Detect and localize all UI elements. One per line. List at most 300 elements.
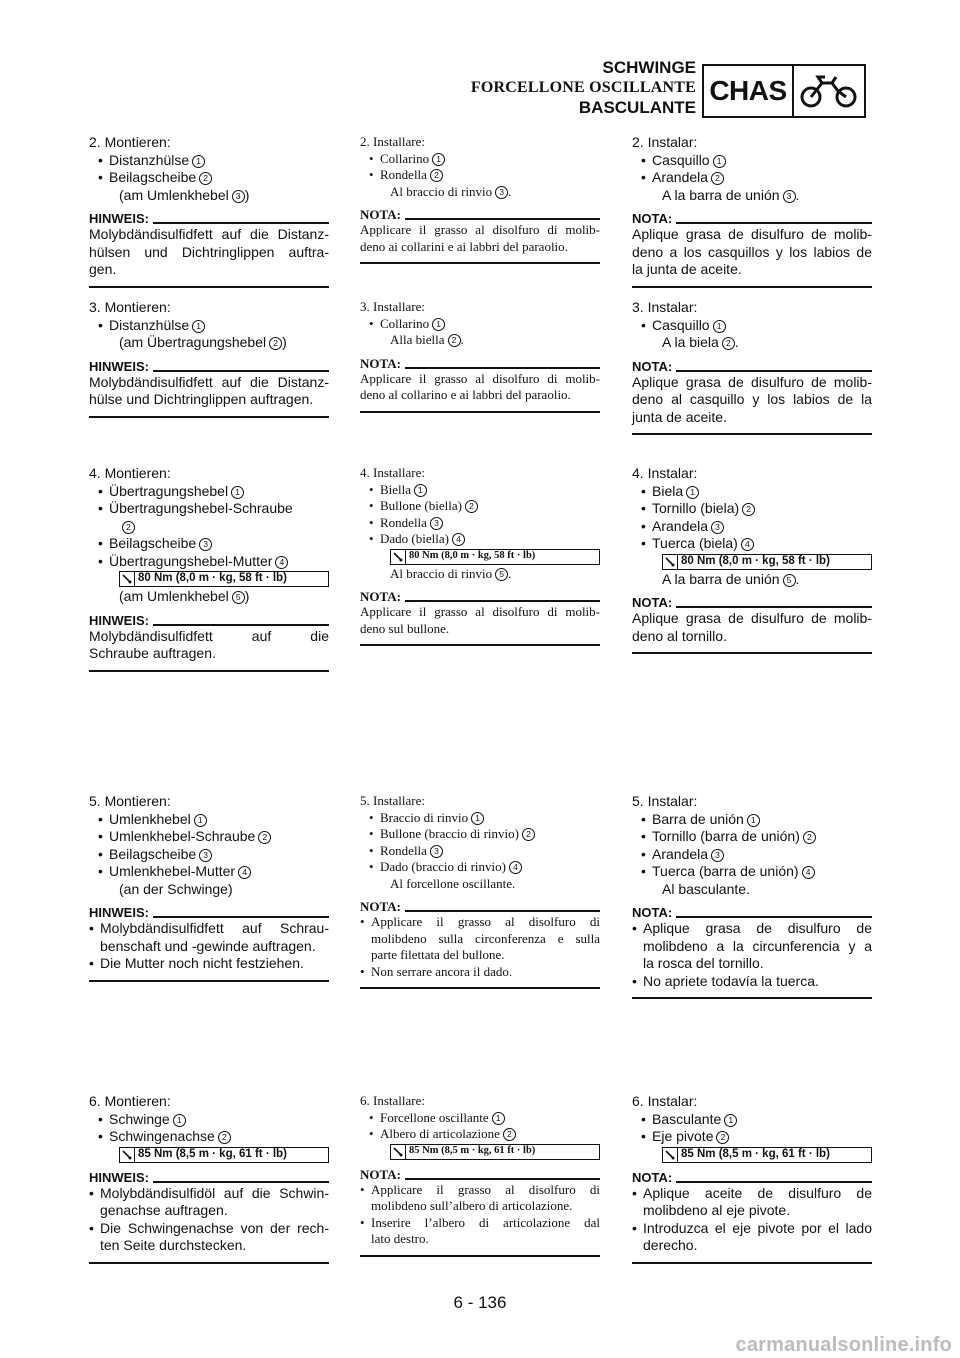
torque-wrench-icon [120,572,135,586]
step-heading: 5. Instalar: [632,793,698,809]
part-name: Tornillo (barra de unión) [652,828,800,844]
note-body [360,604,600,637]
bullet: • [89,920,94,936]
reference-number: 4 [741,538,754,551]
note-body [632,226,872,279]
note-bullet-item [360,964,600,981]
note-line: hülse und Dichtringlippen auftragen. [89,391,314,407]
reference-number: 2 [269,337,282,350]
note-rule [676,916,872,918]
step-heading: 4. Instalar: [632,465,698,481]
note-header [360,590,600,604]
note-header [632,1171,872,1185]
note-body [360,222,600,255]
note-line: Die Mutter noch nicht festziehen. [100,955,304,971]
step-block [632,793,872,999]
bullet: • [98,482,103,499]
part-name: Umlenkhebel-Mutter [109,863,236,879]
part-name: Biela [652,482,684,499]
step-heading: 4. Montieren: [89,465,171,481]
note-line: Aplique grasa de disulfuro de molib- [632,226,872,242]
torque-wrench-icon [391,550,406,564]
part-name: Tuerca (biela) [652,535,738,551]
bullet: • [98,810,103,827]
note-header [632,596,872,610]
reference-number: 1 [492,1112,505,1125]
punctuation: ) [244,186,250,203]
note-rule [153,370,329,372]
part-name: Beilagscheibe [109,169,197,185]
note-end-rule [360,411,600,413]
note-header [89,1171,329,1185]
note-line: deno al tornillo. [632,627,727,644]
note-end-rule [89,1262,329,1264]
bullet: • [369,498,374,513]
bullet: • [360,963,365,979]
note-line: molibdeno a la circunferencia y a [643,937,872,954]
step-heading: 6. Installare: [360,1093,425,1108]
note-line: deno ai collarini e ai labbri del paraolio. [360,238,568,254]
note-end-rule [360,262,600,264]
reference-number: 2 [465,500,478,513]
bullet: • [632,1219,637,1236]
torque-spec [390,1144,600,1160]
install-location [632,571,872,589]
bullet: • [641,1110,646,1127]
punctuation: . [734,334,739,350]
reference-number: 1 [713,320,726,333]
part-list-item [89,169,329,187]
part-name: Schwinge [109,1110,170,1127]
reference-number: 2 [742,503,755,516]
location-text: A la barra de unión [662,570,780,587]
part-list-item [632,828,872,846]
step-heading: 3. Montieren: [89,299,171,315]
note-body [360,914,600,980]
part-list-item [632,518,872,536]
reference-number: 4 [238,866,251,879]
note-line: gen. [89,261,117,277]
note-body [632,610,872,645]
note-bullet-item [89,1220,329,1255]
note-end-rule [89,416,329,418]
step-heading: 3. Instalar: [632,299,698,315]
note-line: la rosca del tornillo. [643,955,764,971]
title-de: SCHWINGE [602,58,696,77]
location-text: (am Umlenkhebel [119,186,229,203]
note-rule [153,624,329,626]
reference-number: 2 [722,337,735,350]
punctuation: . [460,332,464,347]
install-location [360,566,600,583]
part-name: Rondella [380,514,427,530]
note-header [360,900,600,914]
note-line: deno sul bullone. [360,620,450,636]
bullet: • [89,1184,94,1201]
part-list-item [89,152,329,170]
punctuation: ) [282,334,287,350]
part-name: Tornillo (biela) [652,500,740,516]
bullet: • [369,315,374,331]
step-heading: 6. Instalar: [632,1093,698,1109]
note-header [360,1168,600,1182]
part-name: Übertragungshebel-Mutter [109,552,273,569]
bullet: • [641,810,646,827]
reference-number: 2 [199,172,212,185]
torque-value: 80 Nm (8,0 m · kg, 58 ft · lb) [681,554,830,567]
note-line: parte filettata del bullone. [371,947,505,962]
note-line: Aplique grasa de disulfuro de molib- [632,373,872,390]
note-label: NOTA: [632,211,673,226]
part-list-item [632,1111,872,1129]
install-location [632,881,872,899]
bullet: • [632,920,637,936]
part-name: Umlenkhebel-Schraube [109,828,256,844]
note-rule [405,1178,600,1180]
part-name: Albero di articolazione [380,1126,500,1141]
note-rule [676,606,872,608]
note-line: Inserire l’albero di articolazione dal [371,1214,600,1230]
note-rule [405,367,600,369]
reference-number: 1 [192,320,205,333]
reference-number: 2 [218,1131,231,1144]
note-line: Applicare il grasso al disolfuro di molib- [360,604,600,619]
step-block [360,299,600,413]
note-bullet-item [632,920,872,973]
part-name: Arandela [652,169,709,185]
note-header [89,360,329,374]
note-rule [405,910,600,912]
bullet: • [98,828,103,844]
torque-value: 80 Nm (8,0 m · kg, 58 ft · lb) [409,550,536,562]
title-es: BASCULANTE [578,98,696,117]
note-rule [153,1181,329,1183]
reference-number: 1 [173,1114,186,1127]
part-name: Schwingenachse [109,1128,215,1144]
bullet: • [98,169,103,185]
note-line: deno al collarino e ai labbri del paraolio. [360,387,571,402]
note-bullet-item [632,1220,872,1255]
note-line: genachse auftragen. [100,1202,228,1218]
bullet: • [89,955,94,971]
part-list-item [632,863,872,881]
note-line: Molybdändisulfidfett auf die Distanz- [89,373,329,390]
install-location [360,876,600,893]
install-location [632,187,872,205]
note-line: Molybdändisulfidfett auf die [89,627,329,644]
torque-spec [119,1147,329,1163]
part-name: Rondella [380,167,427,182]
bullet: • [98,535,103,551]
reference-number: 3 [199,538,212,551]
bullet: • [98,316,103,333]
motorcycle-icon [794,66,864,116]
punctuation: . [795,570,800,587]
reference-number: 3 [711,521,724,534]
note-end-rule [632,1262,872,1264]
note-label: HINWEIS: [89,1169,149,1185]
note-rule [153,916,329,918]
note-label: NOTA: [360,1166,401,1182]
reference-number: 3 [495,186,508,199]
step-heading: 4. Installare: [360,465,425,480]
note-rule [405,600,600,602]
part-name: Übertragungshebel-Schraube [109,500,293,516]
title-it: FORCELLONE OSCILLANTE [470,79,696,96]
step-block [632,465,872,654]
reference-number: 5 [232,591,245,604]
reference-number: 1 [713,155,726,168]
reference-number: 2 [803,831,816,844]
reference-number: 1 [432,153,445,166]
part-list-item [360,167,600,184]
note-line: Molybdändisulfidöl auf die Schwin- [100,1184,329,1201]
part-name: Biella [380,481,412,497]
step-heading: 2. Montieren: [89,134,171,150]
bullet: • [369,826,374,841]
part-list-item [632,483,872,501]
note-label: HINWEIS: [89,612,149,628]
note-body [89,1185,329,1255]
location-text: A la barra de unión [662,186,780,203]
part-name: Forcellone oscillante [380,1109,489,1125]
part-name: Casquillo [652,316,710,333]
note-bullet-item [89,920,329,955]
bullet: • [98,151,103,168]
reference-number: 2 [503,1128,516,1141]
step-block [360,134,600,264]
note-body [89,628,329,663]
reference-number: 1 [686,486,699,499]
part-list-item [360,1126,600,1143]
install-location [360,332,600,349]
note-header [89,906,329,920]
bullet: • [641,535,646,551]
part-list-item [632,500,872,518]
note-header [360,208,600,222]
torque-value: 80 Nm (8,0 m · kg, 58 ft · lb) [138,572,287,585]
bullet: • [360,914,365,929]
part-list-item [89,500,329,518]
reference-number: 5 [783,574,796,587]
part-list-item [360,515,600,532]
note-label: HINWEIS: [89,211,149,226]
note-label: NOTA: [632,905,673,920]
torque-spec [119,571,329,587]
note-bullet-item [360,914,600,964]
reference-number: 5 [495,568,508,581]
note-line: Aplique grasa de disulfuro de [643,920,872,936]
note-label: HINWEIS: [89,358,149,374]
bullet: • [641,828,646,844]
location-text: A la biela [662,334,719,350]
section-label: CHAS [704,66,794,116]
note-rule [676,222,872,224]
note-line: molibdeno sulla circonferenza e sulla [371,930,600,946]
note-header [360,357,600,371]
note-line: deno a los casquillos y los labios de [632,243,872,260]
part-name: Bullone (braccio di rinvio) [380,826,519,841]
note-bullet-item [360,1215,600,1248]
part-name: Casquillo [652,151,710,168]
location-text: Al forcellone oscillante. [390,875,516,891]
note-label: NOTA: [360,589,401,604]
part-list-item [632,811,872,829]
note-header [632,906,872,920]
reference-number: 2 [522,828,535,841]
note-body [89,226,329,279]
note-header [89,212,329,226]
bullet: • [641,517,646,534]
bullet: • [369,1126,374,1141]
part-list-item [360,810,600,827]
part-name: Arandela [652,845,709,862]
note-line: Aplique aceite de disulfuro de [643,1184,872,1201]
reference-number: 4 [802,866,815,879]
part-list-item [89,828,329,846]
location-text: Al basculante. [662,880,750,897]
step-heading: 3. Installare: [360,299,425,314]
reference-number: 2 [448,334,461,347]
page-number: 6 - 136 [453,1293,507,1312]
bullet: • [369,531,374,546]
note-label: NOTA: [360,355,401,371]
note-line: derecho. [643,1237,698,1253]
part-list-item [89,863,329,881]
note-line: Schraube auftragen. [89,645,216,661]
torque-wrench-icon [663,555,678,569]
torque-value: 85 Nm (8,5 m · kg, 61 ft · lb) [138,1147,287,1160]
note-label: NOTA: [632,358,673,374]
location-text: (an der Schwinge) [119,880,233,897]
torque-spec [390,549,600,565]
note-header [632,212,872,226]
bullet: • [641,500,646,516]
note-end-rule [89,980,329,982]
reference-number: 1 [194,814,207,827]
note-line: lato destro. [371,1231,429,1246]
reference-number: 1 [192,155,205,168]
bullet: • [360,1181,365,1197]
note-header [632,360,872,374]
step-block [89,1093,329,1264]
bullet: • [641,316,646,333]
bullet: • [641,863,646,879]
torque-value: 85 Nm (8,5 m · kg, 61 ft · lb) [409,1145,536,1157]
install-location [632,334,872,352]
bullet: • [98,845,103,862]
note-line: Applicare il grasso al disolfuro di [371,1181,600,1197]
reference-number: 3 [232,190,245,203]
part-name: Übertragungshebel [109,482,229,499]
part-name: Collarino [380,315,430,331]
bullet: • [98,500,103,516]
note-line: benschaft und -gewinde auftragen. [100,937,316,954]
part-list-item [360,498,600,515]
note-line: deno al casquillo y los labios de la [632,391,872,407]
note-bullet-item [89,955,329,973]
reference-number: 1 [432,318,445,331]
part-name: Beilagscheibe [109,845,197,862]
reference-number: 2 [258,831,271,844]
step-block [89,465,329,672]
bullet: • [369,150,374,166]
note-line: molibdeno al eje pivote. [643,1202,791,1218]
note-end-rule [632,652,872,654]
punctuation: . [795,186,800,203]
step-block [89,299,329,418]
part-list-item [89,1128,329,1146]
bullet: • [98,1110,103,1127]
step-block [360,793,600,989]
part-name: Braccio di rinvio [380,809,469,825]
punctuation: ) [244,588,250,604]
note-line: Aplique grasa de disulfuro de molib- [632,610,872,626]
part-list-item [360,843,600,860]
note-body [632,374,872,427]
reference-number: 2 [716,1131,729,1144]
step-heading: 2. Installare: [360,134,425,149]
part-name: Arandela [652,517,709,534]
note-line: Introduzca el eje pivote por el lado [643,1219,872,1236]
note-rule [676,370,872,372]
part-list-item [632,317,872,335]
part-list-item [632,846,872,864]
part-list-item [89,553,329,571]
part-list-item [360,1110,600,1127]
step-block [360,465,600,646]
note-line: Non serrare ancora il dado. [371,963,513,979]
note-line: junta de aceite. [632,408,727,425]
note-line: Molybdändisulfidfett auf die Distanz- [89,226,329,242]
watermark: carmanualsonline.info [735,1334,952,1356]
torque-spec [662,554,872,570]
note-label: NOTA: [632,1169,673,1185]
part-list-item [89,535,329,553]
bullet: • [369,1109,374,1125]
reference-number: 2 [430,169,443,182]
reference-number: 1 [231,486,244,499]
step-block [632,299,872,435]
note-end-rule [89,670,329,672]
reference-number: 3 [430,517,443,530]
note-line: Molybdändisulfidfett auf Schrau- [100,920,329,936]
bullet: • [369,514,374,530]
part-list-item [89,518,329,536]
bullet: • [641,482,646,499]
location-text: Al braccio di rinvio [390,183,493,199]
bullet: • [641,1128,646,1144]
part-list-item [89,846,329,864]
note-line: Die Schwingenachse von der rech- [100,1219,329,1236]
reference-number: 3 [199,849,212,862]
bullet: • [641,845,646,862]
note-body [360,1182,600,1248]
bullet: • [98,863,103,879]
reference-number: 1 [471,812,484,825]
bullet: • [369,167,374,182]
note-bullet-item [632,1185,872,1220]
note-label: NOTA: [360,207,401,222]
punctuation: . [508,183,512,199]
bullet: • [641,169,646,185]
torque-wrench-icon [120,1148,135,1162]
note-end-rule [632,286,872,288]
part-list-item [360,316,600,333]
part-list-item [360,482,600,499]
install-location [89,187,329,205]
note-line: Applicare il grasso al disolfuro di molib- [360,222,600,237]
